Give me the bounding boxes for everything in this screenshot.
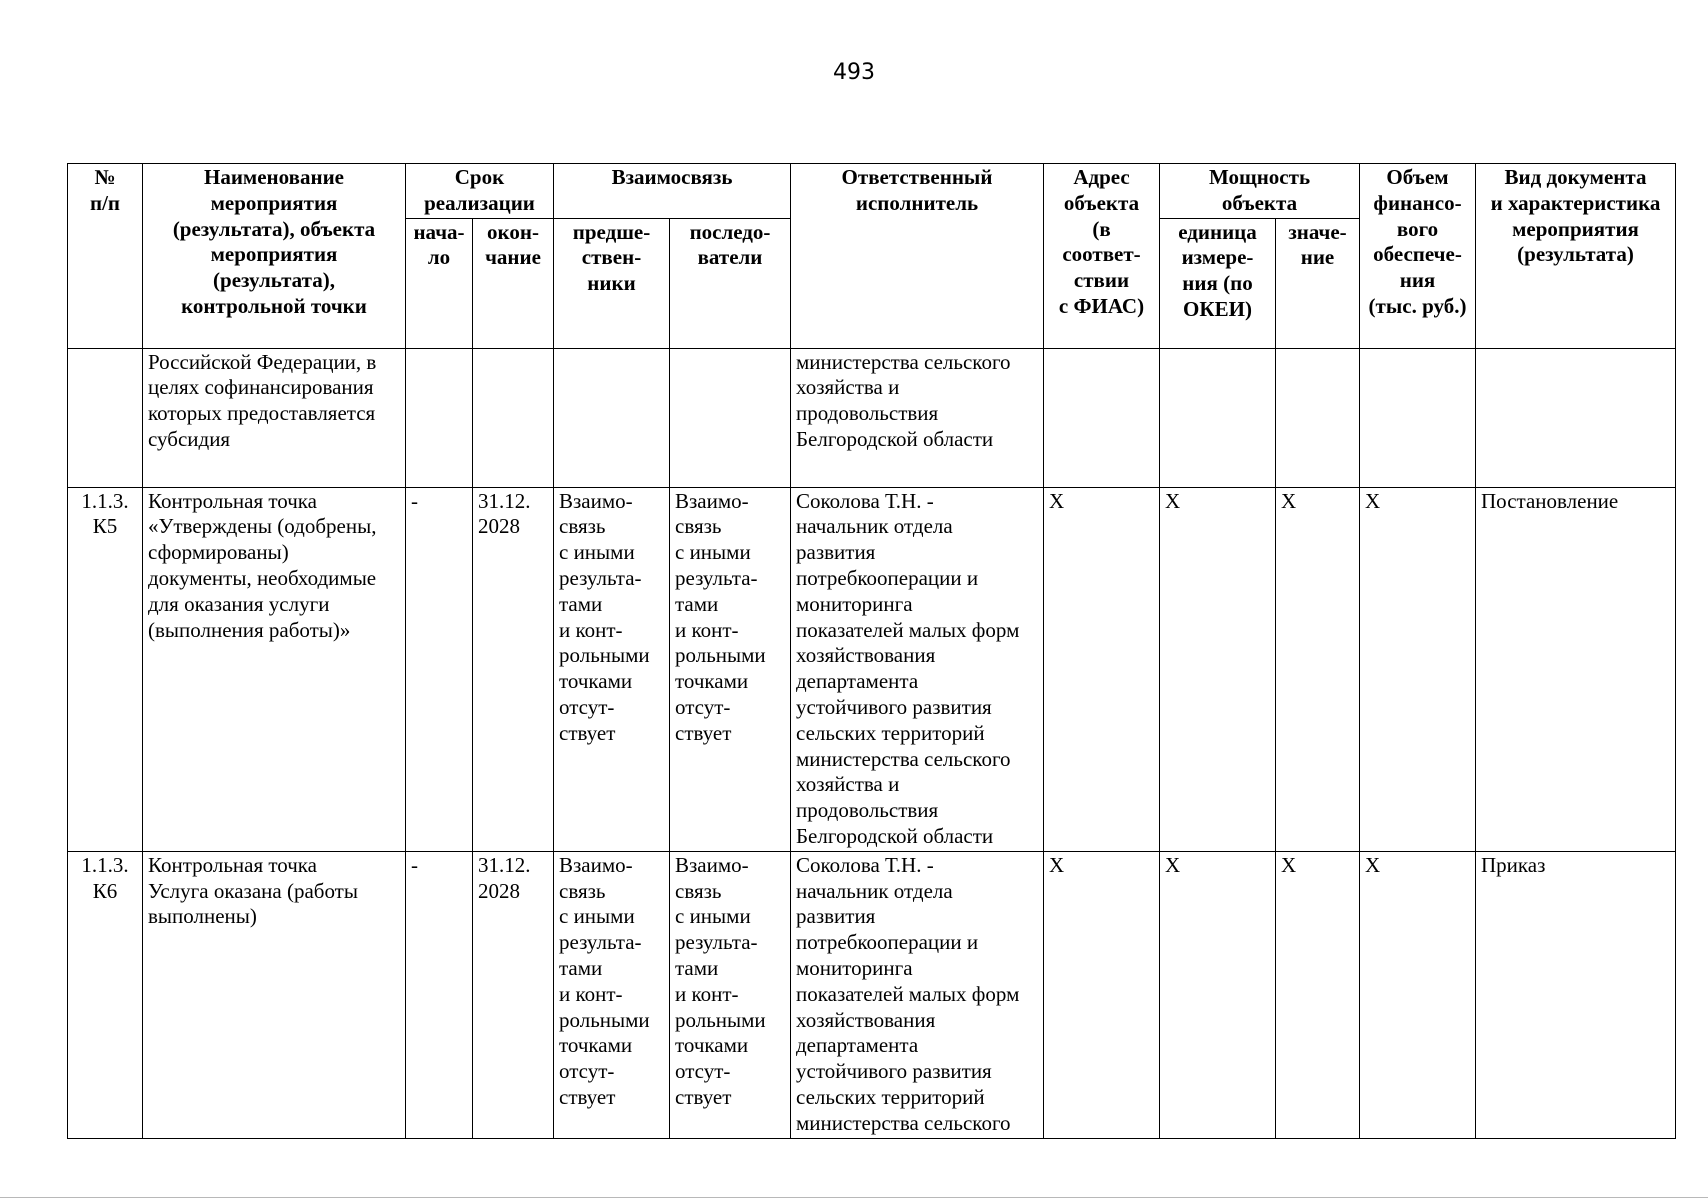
header-capacity-unit: единица измере- ния (по ОКЕИ) [1160,218,1276,348]
row-name: Контрольная точка «Утверждены (одобрены, сформированы) документы, необходимые для оказания услуги (выполнения работы)» [143,487,406,851]
row-finance: X [1360,487,1476,851]
row-responsible: министерства сельского хозяйства и продовольствия Белгородской области [791,348,1044,487]
header-link-group: Взаимосвязь [554,164,791,219]
row-num: 1.1.3. К5 [68,487,143,851]
header-capacity-value: значе- ние [1276,218,1360,348]
row-address: X [1044,487,1160,851]
row-value [1276,348,1360,487]
row-next: Взаимо- связь с иными результа- тами и конт- рольными точками отсут- ствует [670,487,791,851]
row-unit: X [1160,487,1276,851]
table-row [68,487,1676,851]
row-finance [1360,348,1476,487]
header-finance: Объем финансо- вого обеспече- ния (тыс. руб.) [1360,164,1476,349]
row-name: Российской Федерации, в целях софинансирования которых предоставляется субсидия [143,348,406,487]
header-doc-type: Вид документа и характеристика мероприятия (результата) [1476,164,1676,349]
row-unit [1160,348,1276,487]
row-value: X [1276,487,1360,851]
header-term-start: нача- ло [406,218,473,348]
header-responsible: Ответственный исполнитель [791,164,1044,349]
row-end [473,348,554,487]
row-doc [1476,348,1676,487]
row-start [406,348,473,487]
row-prev [554,348,670,487]
header-address: Адрес объекта (в соответ- ствии с ФИАС) [1044,164,1160,349]
row-doc: Приказ [1476,851,1676,1138]
row-prev: Взаимо- связь с иными результа- тами и конт- рольными точками отсут- ствует [554,487,670,851]
row-value: X [1276,851,1360,1138]
row-address [1044,348,1160,487]
header-num: № п/п [68,164,143,349]
row-unit: X [1160,851,1276,1138]
header-name: Наименование мероприятия (результата), объекта мероприятия (результата), контрольной точки [143,164,406,349]
row-end: 31.12. 2028 [473,487,554,851]
row-doc: Постановление [1476,487,1676,851]
row-next: Взаимо- связь с иными результа- тами и конт- рольными точками отсут- ствует [670,851,791,1138]
header-term-end: окон- чание [473,218,554,348]
row-address: X [1044,851,1160,1138]
header-capacity-group: Мощность объекта [1160,164,1360,219]
row-finance: X [1360,851,1476,1138]
header-term-group: Срок реализации [406,164,554,219]
row-responsible: Соколова Т.Н. - начальник отдела развития потребкооперации и мониторинга показателей малых форм хозяйствования департамента устойчивого развития сельских территорий министерства сельского [791,851,1044,1138]
row-start: - [406,487,473,851]
page-number: 493 [833,60,875,85]
row-end: 31.12. 2028 [473,851,554,1138]
row-num: 1.1.3. К6 [68,851,143,1138]
row-next [670,348,791,487]
measures-table [67,163,1676,1139]
table-row [68,851,1676,1138]
scan-edge-line [0,1197,1708,1198]
row-num [68,348,143,487]
header-link-next: последо- ватели [670,218,791,348]
header-link-prev: предше- ствен- ники [554,218,670,348]
row-prev: Взаимо- связь с иными результа- тами и конт- рольными точками отсут- ствует [554,851,670,1138]
row-name: Контрольная точка Услуга оказана (работы выполнены) [143,851,406,1138]
row-start: - [406,851,473,1138]
table-header [68,164,1676,349]
table-row [68,348,1676,487]
row-responsible: Соколова Т.Н. - начальник отдела развития потребкооперации и мониторинга показателей малых форм хозяйствования департамента устойчивого развития сельских территорий министерства сельского хозяйства и продовольствия Белгородской области [791,487,1044,851]
